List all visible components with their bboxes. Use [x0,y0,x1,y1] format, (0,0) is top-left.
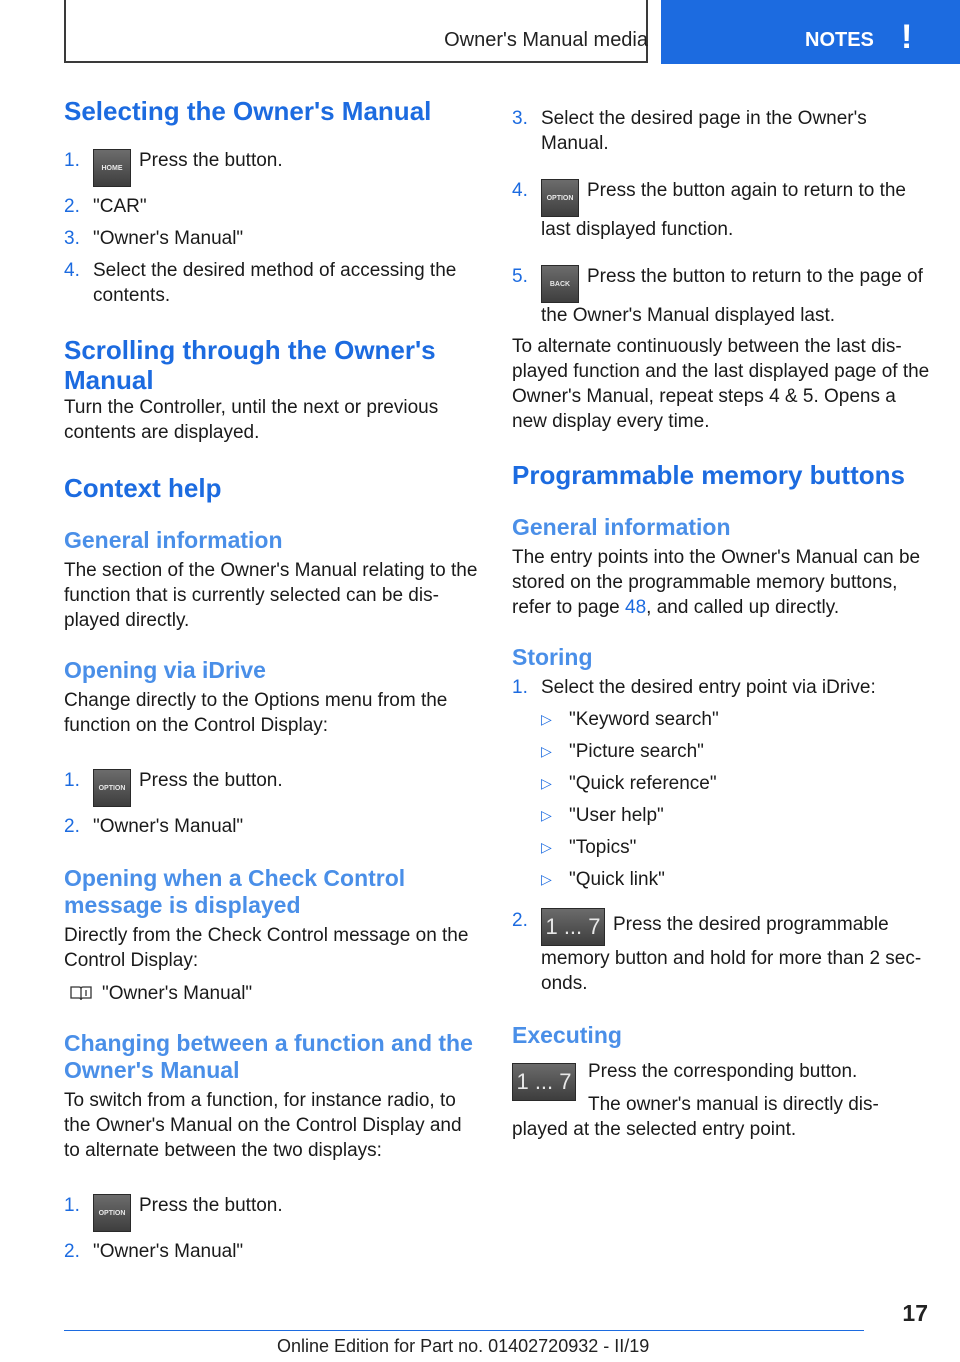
list-item: 3. Select the desired page in the Owner's Manual. [512,108,867,154]
list-item: 5. BACK Press the button to return to the page of the Owner's Manual displayed last. [512,266,923,326]
heading-programmable: Programmable memory buttons [512,460,905,490]
heading-executing: Executing [512,1022,622,1048]
triangle-bullet-icon: ▷ [541,743,552,759]
back-button-icon: BACK [541,265,579,303]
list-item: 4. OPTION Press the button again to return to the last displayed function. [512,180,906,240]
list-item: 2. "Owner's Manual" [64,816,244,837]
list-item: 2. 1 ... 7 Press the desired programmable memory button and hold for more than 2 sec‐onds. [512,910,922,994]
heading-selecting: Selecting the Owner's Manual [64,96,432,126]
triangle-bullet-icon: ▷ [541,871,552,887]
bullet-item: ▷ "Quick reference" [541,773,717,794]
memory-buttons-icon: 1 ... 7 [541,908,605,946]
heading-context-help: Context help [64,473,222,503]
list-item: 2. "Owner's Manual" [64,1241,244,1262]
list-item: 1. Select the desired entry point via iDrive: [512,677,876,698]
section-title: Owner's Manual media [444,29,648,51]
book-icon [70,985,92,1001]
triangle-bullet-icon: ▷ [541,775,552,791]
left-column [64,96,480,1264]
page-link[interactable]: 48 [625,597,647,618]
heading-opening-idrive: Opening via iDrive [64,657,266,683]
check-item: "Owner's Manual" [64,981,480,1006]
bullet-item: ▷ "Topics" [541,837,637,858]
footer-divider [64,1330,864,1331]
list-item: 3. "Owner's Manual" [64,228,244,249]
heading-check-control: Opening when a Check Control message is displayed [64,865,406,918]
triangle-bullet-icon: ▷ [541,839,552,855]
triangle-bullet-icon: ▷ [541,711,552,727]
triangle-bullet-icon: ▷ [541,807,552,823]
paragraph: Press the corresponding button. [588,1061,858,1082]
list-item: 1. OPTION Press the button. [64,768,480,807]
executing-block [512,1059,932,1142]
paragraph: Directly from the Check Control message on the Control Display: [64,925,469,971]
option-button-icon: OPTION [541,179,579,217]
paragraph: The owner's manual is directly dis‐played at the selected entry point. [512,1094,879,1140]
bullet-item: ▷ "User help" [541,805,664,826]
heading-changing: Changing between a function and the Owner's Manual [64,1030,473,1083]
list-item: 1. HOME Press the button. [64,148,480,187]
page-number: 17 [902,1300,928,1326]
exclamation-icon: ! [901,18,913,56]
paragraph: Change directly to the Options menu from the function on the Control Display: [64,690,448,736]
heading-scrolling: Scrolling through the Owner's Manual [64,335,436,395]
bullet-item: ▷ "Quick link" [541,869,665,890]
paragraph: To alternate continuously between the last dis‐played function and the last displayed page of the Owner's Manual, repeat steps 4 & 5. Opens a new display every time. [512,336,930,432]
option-button-icon: OPTION [93,1194,131,1232]
right-column [512,106,932,1142]
list-item: 1. OPTION Press the button. [64,1193,480,1232]
paragraph: The entry points into the Owner's Manual can be stored on the programmable memory buttons, refer to page 48, and called up directly. [512,547,921,618]
paragraph: Turn the Controller, until the next or previous contents are displayed. [64,397,439,443]
memory-buttons-icon: 1 ... 7 [512,1063,576,1101]
home-button-icon: HOME [93,149,131,187]
list-item: 4. Select the desired method of accessing the contents. [64,260,457,306]
list-item: 2. "CAR" [64,196,147,217]
heading-general-info: General information [64,527,283,553]
edition-note: Online Edition for Part no. 01402720932 - II/19 [277,1336,650,1356]
bullet-item: ▷ "Picture search" [541,741,704,762]
option-button-icon: OPTION [93,769,131,807]
heading-storing: Storing [512,644,593,670]
notes-tab-label: NOTES [805,29,874,51]
paragraph: To switch from a function, for instance radio, to the Owner's Manual on the Control Display and to alternate between the two displays: [64,1090,462,1161]
paragraph: The section of the Owner's Manual relating to the function that is currently selected can be dis‐played directly. [64,560,478,631]
notes-tab [661,0,960,64]
bullet-item: ▷ "Keyword search" [541,709,719,730]
heading-general-info: General information [512,514,731,540]
